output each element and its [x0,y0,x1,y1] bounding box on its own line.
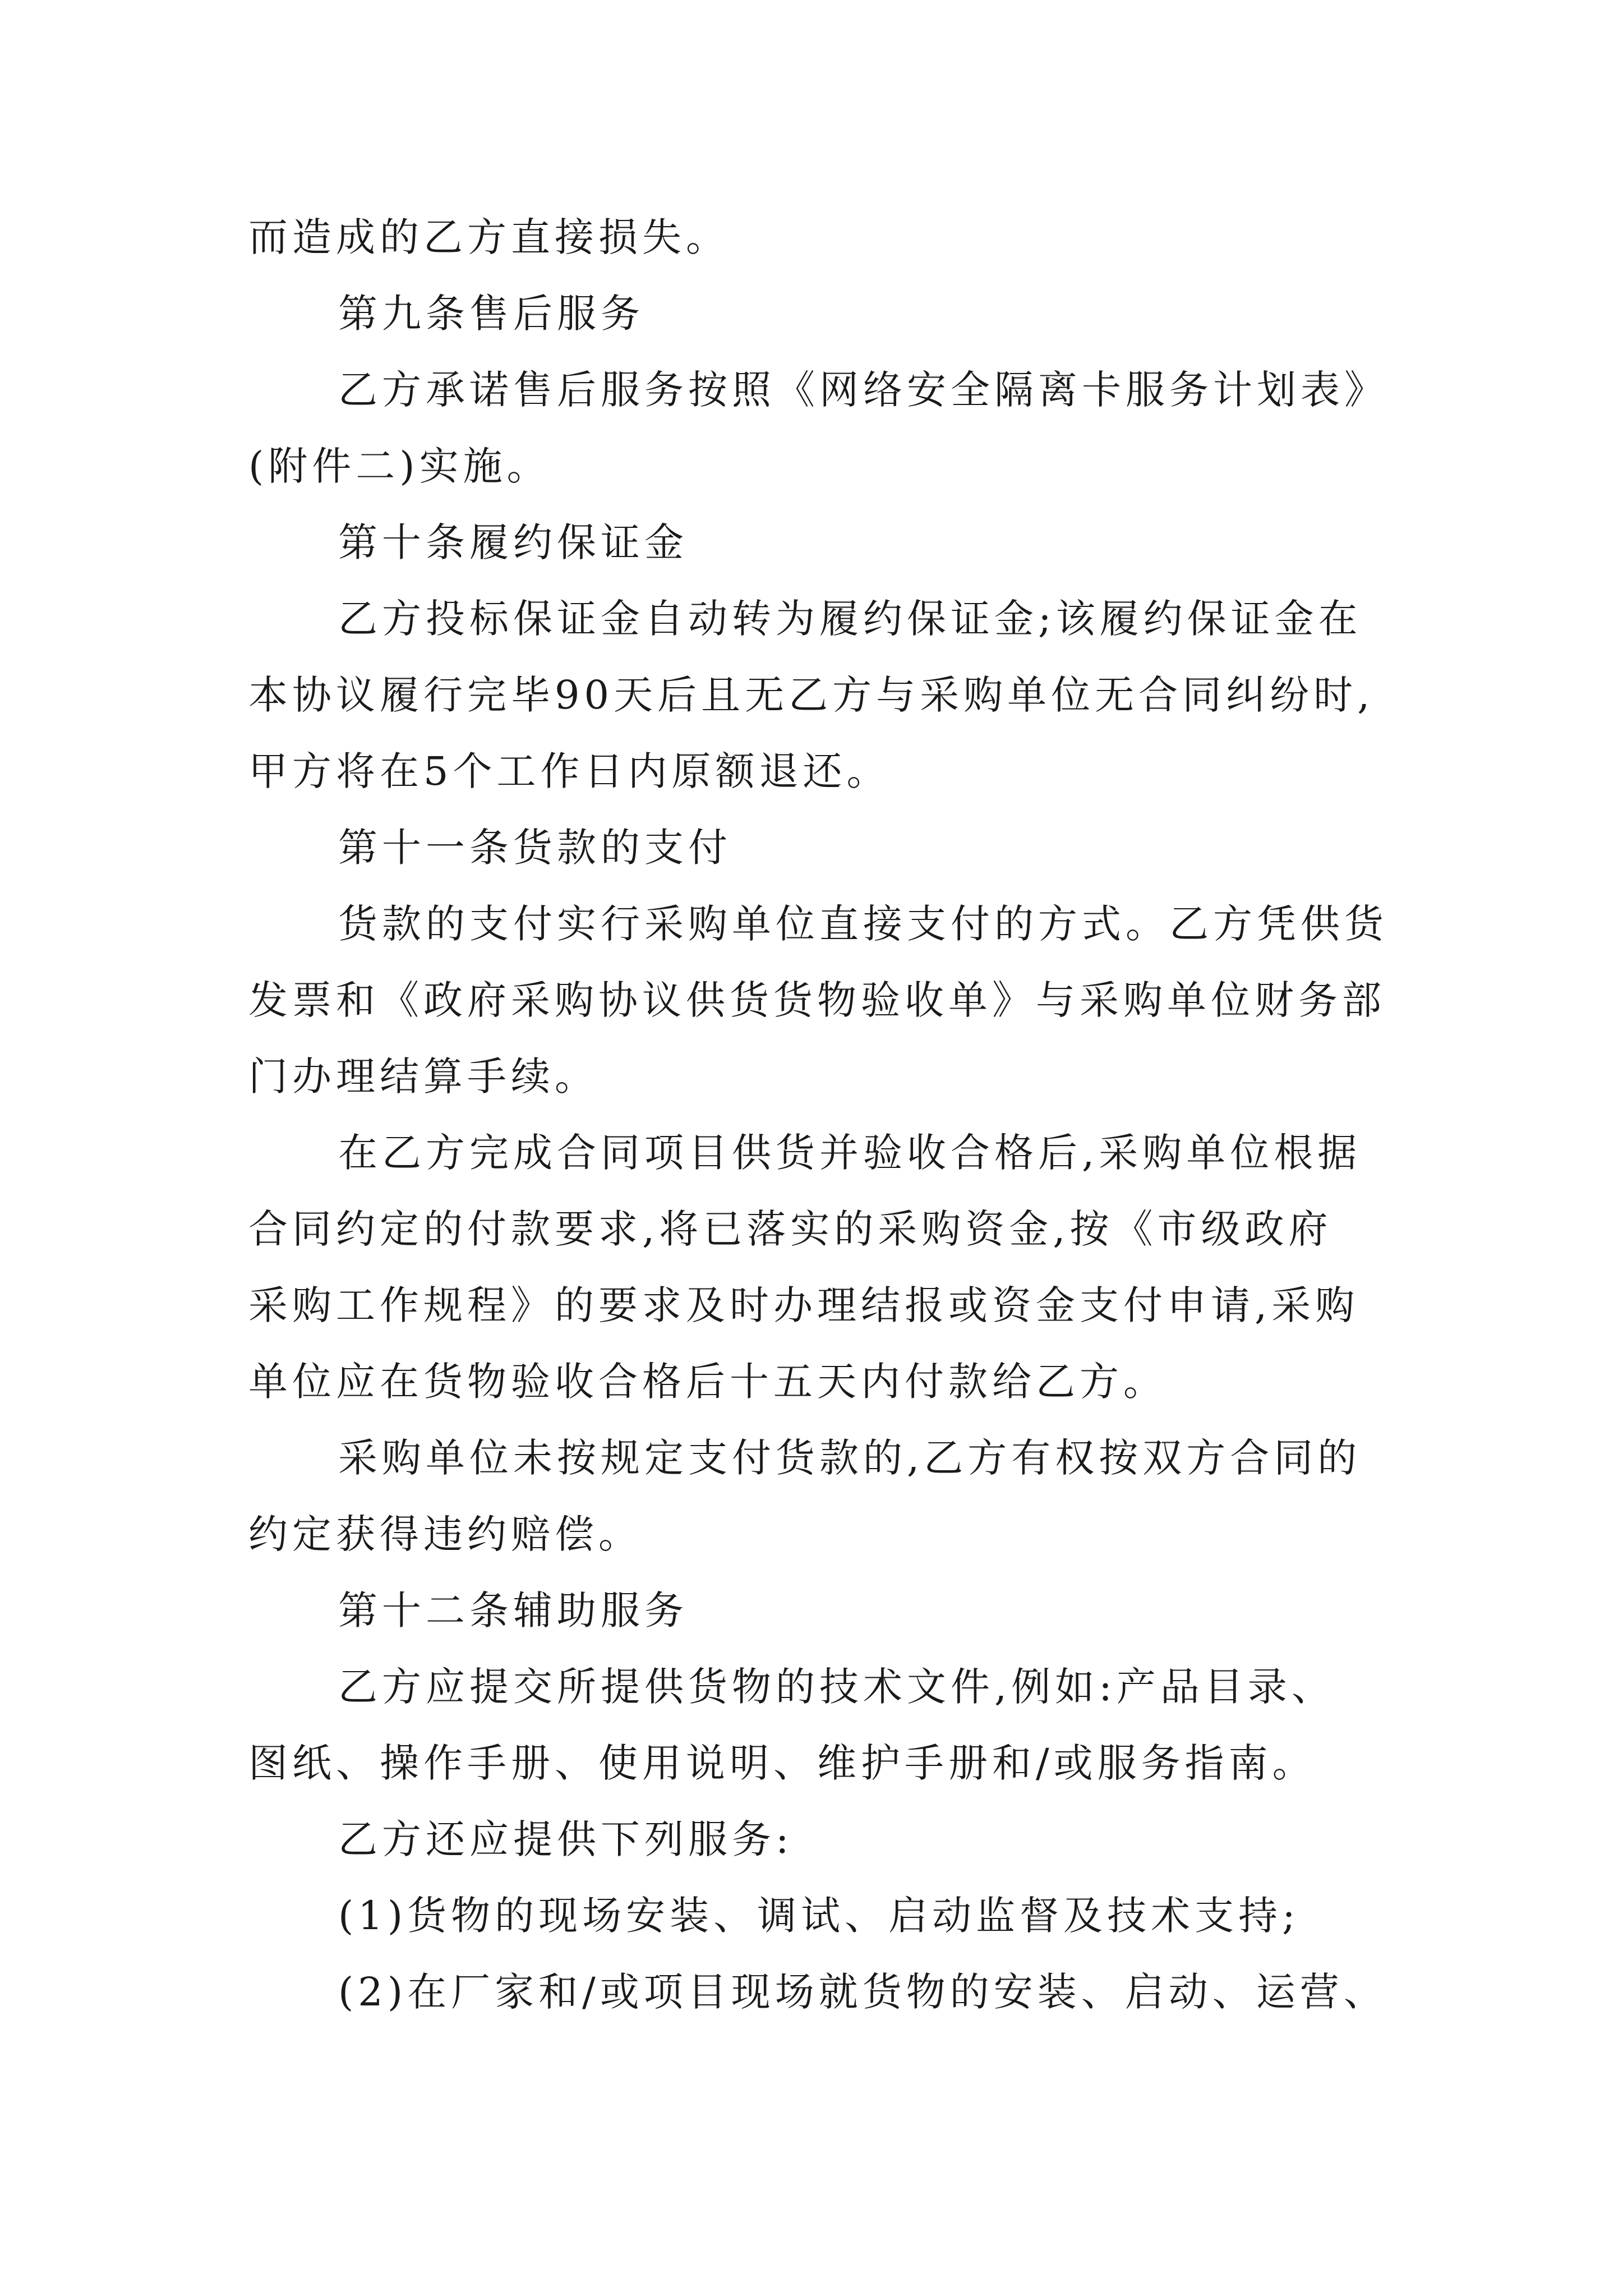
text-line: 乙方投标保证金自动转为履约保证金;该履约保证金在 [338,596,1362,642]
text-line: 采购单位未按规定支付货款的,乙方有权按双方合同的 [338,1435,1362,1481]
text-line: (附件二)实施。 [248,443,551,489]
section-heading-12: 第十二条辅助服务 [338,1588,688,1634]
text-line: 约定获得违约赔偿。 [248,1511,642,1557]
text-line: 乙方应提交所提供货物的技术文件,例如:产品目录、 [338,1664,1335,1710]
section-heading-10: 第十条履约保证金 [338,519,688,565]
text-line: 图纸、操作手册、使用说明、维护手册和/或服务指南。 [248,1740,1316,1786]
section-heading-9: 第九条售后服务 [338,291,644,337]
text-line: 货款的支付实行采购单位直接支付的方式。乙方凭供货 [338,901,1388,947]
text-line: 乙方承诺售后服务按照《网络安全隔离卡服务计划表》 [338,367,1388,413]
section-heading-11: 第十一条货款的支付 [338,825,732,871]
text-line: 而造成的乙方直接损失。 [248,214,730,260]
text-line: 门办理结算手续。 [248,1053,598,1099]
text-line: 合同约定的付款要求,将已落实的采购资金,按《市级政府 [248,1206,1332,1252]
text-line: 甲方将在5个工作日内原额退还。 [248,748,891,794]
text-line: 乙方还应提供下列服务: [338,1816,794,1862]
text-line: 本协议履行完毕90天后且无乙方与采购单位无合同纠纷时, [248,672,1375,718]
text-line: 发票和《政府采购协议供货货物验收单》与采购单位财务部 [248,977,1386,1023]
list-item: (2)在厂家和/或项目现场就货物的安装、启动、运营、 [338,1969,1387,2015]
text-line: 在乙方完成合同项目供货并验收合格后,采购单位根据 [338,1130,1362,1176]
list-item: (1)货物的现场安装、调试、启动监督及技术支持; [338,1893,1300,1939]
text-line: 单位应在货物验收合格后十五天内付款给乙方。 [248,1359,1167,1405]
text-line: 采购工作规程》的要求及时办理结报或资金支付申请,采购 [248,1282,1359,1328]
